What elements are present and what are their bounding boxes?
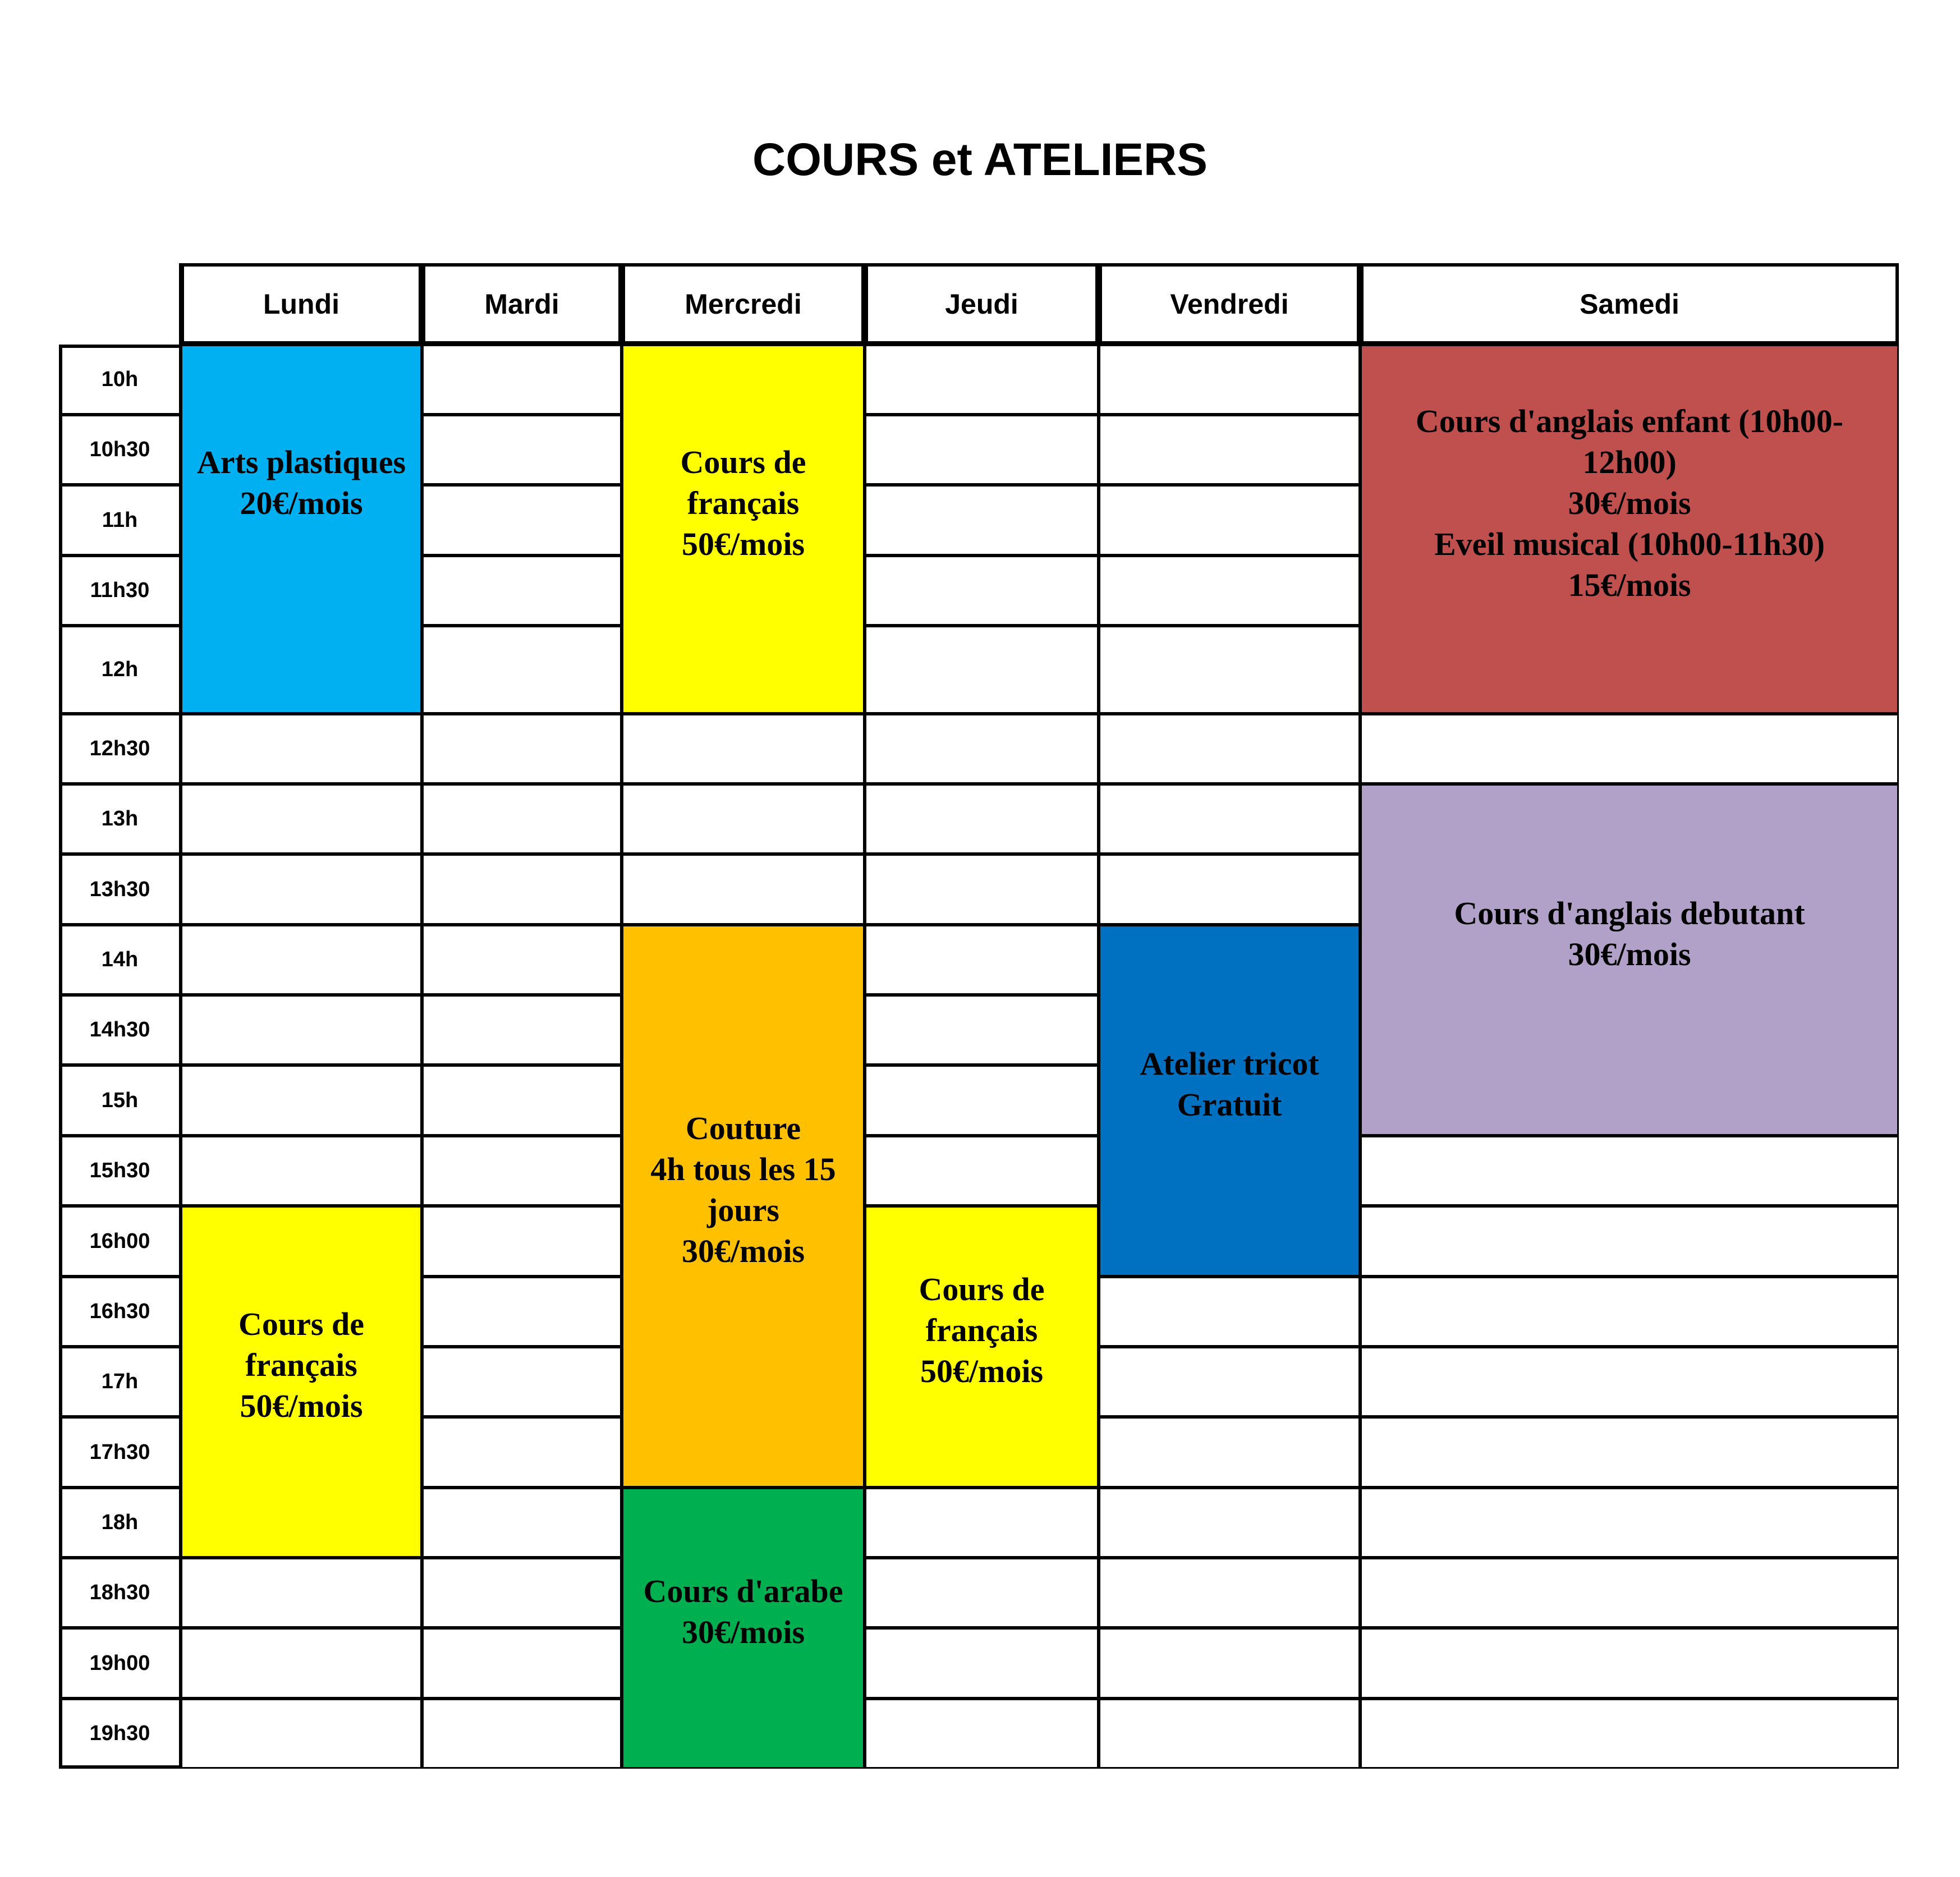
block-text: 50€/mois [240,1388,363,1424]
table-cell [1360,1347,1899,1417]
table-cell [865,784,1099,854]
time-label: 13h [59,784,181,854]
table-cell [181,784,422,854]
block-text: Cours d'anglais debutant [1454,894,1805,931]
time-label: 15h30 [59,1136,181,1206]
table-cell [422,1417,622,1488]
table-cell [181,1065,422,1136]
table-cell [1360,1628,1899,1699]
arts-plastiques-block[interactable] [181,345,422,714]
table-cell [1099,485,1360,556]
time-label: 18h30 [59,1558,181,1628]
table-cell [1099,714,1360,784]
block-text: 50€/mois [681,525,805,562]
block-text: 30€/mois [681,1232,805,1269]
table-cell [1099,556,1360,626]
table-cell [181,1628,422,1699]
block-text: français [687,484,800,521]
table-cell [422,345,622,415]
table-cell [1099,854,1360,925]
table-cell [865,1628,1099,1699]
table-cell [865,485,1099,556]
table-cell [181,1136,422,1206]
block-text: 30€/mois [681,1613,805,1650]
atelier-tricot-block[interactable] [1099,925,1360,1277]
block-text: Couture [685,1109,801,1146]
table-cell [1360,1417,1899,1488]
table-cell [1099,784,1360,854]
block-text: Eveil musical (10h00-11h30) [1434,525,1825,562]
table-cell [181,854,422,925]
lundi-francais-block[interactable] [181,1206,422,1558]
table-cell [1360,714,1899,784]
block-text: Atelier tricot [1140,1045,1319,1082]
day-header-samedi: Samedi [1360,263,1899,345]
table-cell [1360,1277,1899,1347]
table-cell [1360,1558,1899,1628]
time-label: 15h [59,1065,181,1136]
table-cell [422,925,622,995]
table-cell [422,1206,622,1277]
block-text: 30€/mois [1568,935,1691,972]
block-text: Gratuit [1177,1086,1282,1123]
day-header-vendredi: Vendredi [1099,263,1360,345]
time-label: 19h00 [59,1628,181,1699]
table-cell [865,345,1099,415]
table-cell [422,1136,622,1206]
table-cell [865,1136,1099,1206]
time-label: 11h30 [59,556,181,626]
block-text: 12h00) [1582,443,1677,480]
jeudi-francais-block[interactable] [865,1206,1099,1488]
table-cell [865,1558,1099,1628]
time-label: 18h [59,1488,181,1558]
samedi-anglais-debutant-block[interactable] [1360,784,1899,1136]
table-cell [1099,1699,1360,1769]
block-text: français [925,1311,1038,1348]
couture-block[interactable] [622,925,865,1488]
table-cell [1099,626,1360,714]
block-text: Cours de [680,443,806,480]
table-cell [422,1347,622,1417]
table-cell [422,784,622,854]
table-cell [865,1488,1099,1558]
table-cell [865,1699,1099,1769]
table-cell [1099,415,1360,485]
block-text: 20€/mois [240,485,363,521]
block-text: Arts plastiques [196,444,406,480]
time-label: 10h30 [59,415,181,485]
table-cell [422,1628,622,1699]
table-cell [865,415,1099,485]
table-cell [865,925,1099,995]
table-cell [422,1488,622,1558]
time-column-border [59,345,182,1769]
table-cell [865,556,1099,626]
table-cell [622,714,865,784]
table-cell [422,854,622,925]
table-cell [181,1558,422,1628]
table-cell [422,556,622,626]
table-cell [181,714,422,784]
table-cell [422,1065,622,1136]
table-cell [181,995,422,1065]
table-cell [1099,1417,1360,1488]
table-cell [422,626,622,714]
table-cell [1099,1558,1360,1628]
table-cell [1360,1206,1899,1277]
block-text: Cours de [919,1270,1045,1307]
arabe-block[interactable] [622,1488,865,1769]
block-text: 30€/mois [1568,484,1691,521]
table-cell [622,784,865,854]
table-cell [422,1558,622,1628]
table-cell [865,995,1099,1065]
table-cell [1099,1347,1360,1417]
block-text: Cours d'arabe [643,1572,843,1609]
table-cell [1099,1488,1360,1558]
table-cell [865,854,1099,925]
block-text: jours [707,1191,779,1228]
block-text: Cours de [238,1306,364,1342]
table-cell [865,626,1099,714]
table-cell [422,1699,622,1769]
time-label: 19h30 [59,1699,181,1769]
time-label: 13h30 [59,854,181,925]
day-header-lundi: Lundi [181,263,422,345]
time-label: 12h30 [59,714,181,784]
table-cell [1099,1277,1360,1347]
mercredi-francais-block[interactable] [622,345,865,714]
table-cell [1099,1628,1360,1699]
table-cell [422,1277,622,1347]
table-cell [865,714,1099,784]
time-label: 17h30 [59,1417,181,1488]
table-cell [422,415,622,485]
time-label: 10h [59,345,181,415]
page-title: COURS et ATELIERS [752,134,1208,185]
table-cell [422,714,622,784]
samedi-anglais-enfant-block[interactable] [1360,345,1899,714]
table-cell [1360,1136,1899,1206]
day-header-mardi: Mardi [422,263,622,345]
time-label: 14h [59,925,181,995]
block-text: français [245,1347,357,1383]
day-header-jeudi: Jeudi [865,263,1099,345]
table-cell [422,995,622,1065]
block-text: 4h tous les 15 [650,1150,836,1187]
table-cell [181,1699,422,1769]
table-cell [1360,1699,1899,1769]
time-label: 16h00 [59,1206,181,1277]
table-cell [1360,1488,1899,1558]
time-label: 16h30 [59,1277,181,1347]
time-label: 11h [59,485,181,556]
day-header-mercredi: Mercredi [622,263,865,345]
table-cell [181,925,422,995]
table-cell [1099,345,1360,415]
table-cell [865,1065,1099,1136]
table-cell [622,854,865,925]
time-label: 17h [59,1347,181,1417]
time-label: 12h [59,626,181,714]
time-label: 14h30 [59,995,181,1065]
block-text: 15€/mois [1568,566,1691,603]
table-cell [422,485,622,556]
block-text: 50€/mois [920,1352,1044,1389]
block-text: Cours d'anglais enfant (10h00- [1415,402,1844,439]
